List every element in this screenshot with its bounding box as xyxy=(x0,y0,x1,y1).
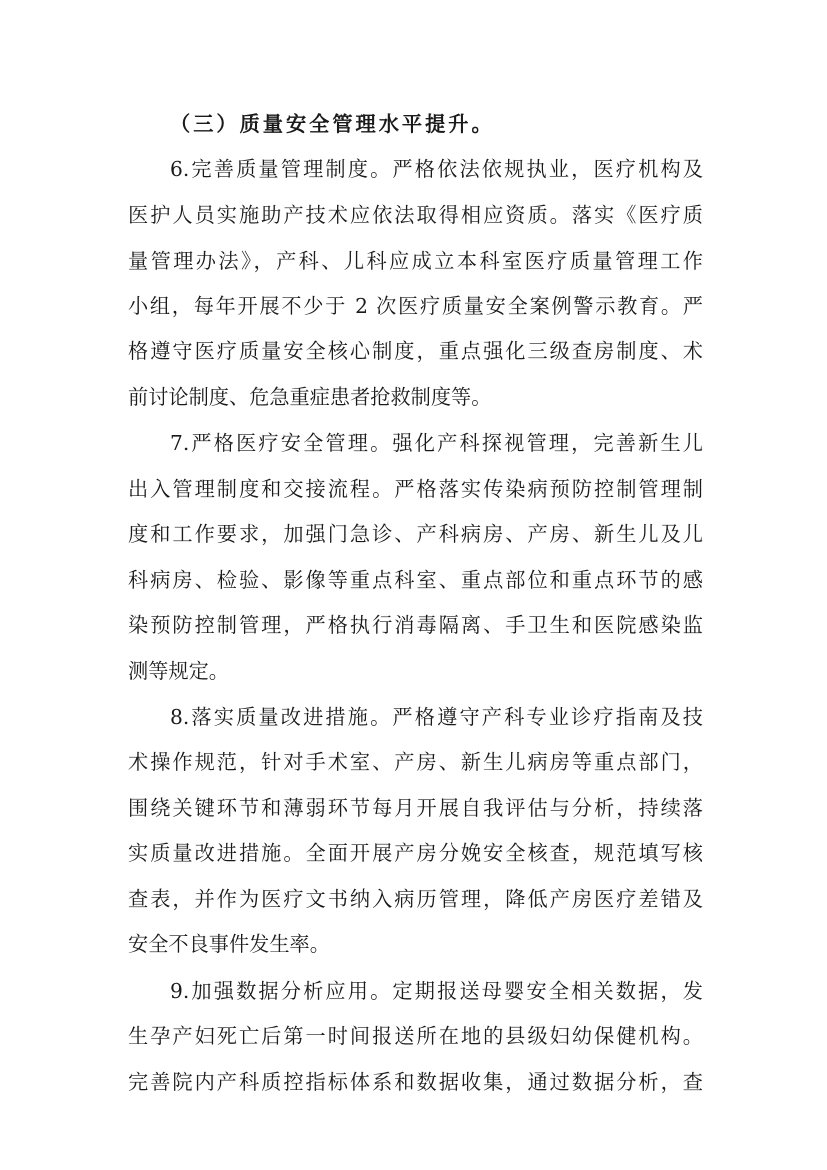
paragraph-6-line-6: 前讨论制度、危急重症患者抢救制度等。 xyxy=(128,385,492,409)
paragraph-6-line-1: 6.完善质量管理制度。严格依法依规执业，医疗机构及 xyxy=(170,157,703,181)
paragraph-6-line-3: 量管理办法》，产科、儿科应成立本科室医疗质量管理工作 xyxy=(128,249,703,273)
paragraph-7-line-6: 测等规定。 xyxy=(128,659,229,683)
paragraph-8-line-6: 安全不良事件发生率。 xyxy=(128,932,330,956)
paragraph-6-line-4: 小组，每年开展不少于 2 次医疗质量安全案例警示教育。严 xyxy=(128,294,703,318)
paragraph-8-line-1: 8.落实质量改进措施。严格遵守产科专业诊疗指南及技 xyxy=(170,705,703,729)
paragraph-8-line-2: 术操作规范，针对手术室、产房、新生儿病房等重点部门， xyxy=(128,750,703,774)
paragraph-7-line-3: 度和工作要求，加强门急诊、产科病房、产房、新生儿及儿 xyxy=(128,522,703,546)
paragraph-7-line-2: 出入管理制度和交接流程。严格落实传染病预防控制管理制 xyxy=(128,477,703,501)
paragraph-8-line-5: 查表，并作为医疗文书纳入病历管理，降低产房医疗差错及 xyxy=(128,887,703,911)
paragraph-9-line-2: 生孕产妇死亡后第一时间报送所在地的县级妇幼保健机构。 xyxy=(128,1024,703,1048)
paragraph-8-line-4: 实质量改进措施。全面开展产房分娩安全核查，规范填写核 xyxy=(128,841,703,865)
section-heading: （三）质量安全管理水平提升。 xyxy=(170,112,495,136)
paragraph-9-line-3: 完善院内产科质控指标体系和数据收集，通过数据分析，查 xyxy=(128,1070,703,1094)
paragraph-7-line-4: 科病房、检验、影像等重点科室、重点部位和重点环节的感 xyxy=(128,568,703,592)
paragraph-7-line-1: 7.严格医疗安全管理。强化产科探视管理，完善新生儿 xyxy=(170,431,703,455)
paragraph-6-line-5: 格遵守医疗质量安全核心制度，重点强化三级查房制度、术 xyxy=(128,339,703,363)
paragraph-9-line-1: 9.加强数据分析应用。定期报送母婴安全相关数据，发 xyxy=(170,979,703,1003)
paragraph-7-line-5: 染预防控制管理，严格执行消毒隔离、手卫生和医院感染监 xyxy=(128,613,703,637)
paragraph-6-line-2: 医护人员实施助产技术应依法取得相应资质。落实《医疗质 xyxy=(128,203,703,227)
paragraph-8-line-3: 围绕关键环节和薄弱环节每月开展自我评估与分析，持续落 xyxy=(128,796,703,820)
